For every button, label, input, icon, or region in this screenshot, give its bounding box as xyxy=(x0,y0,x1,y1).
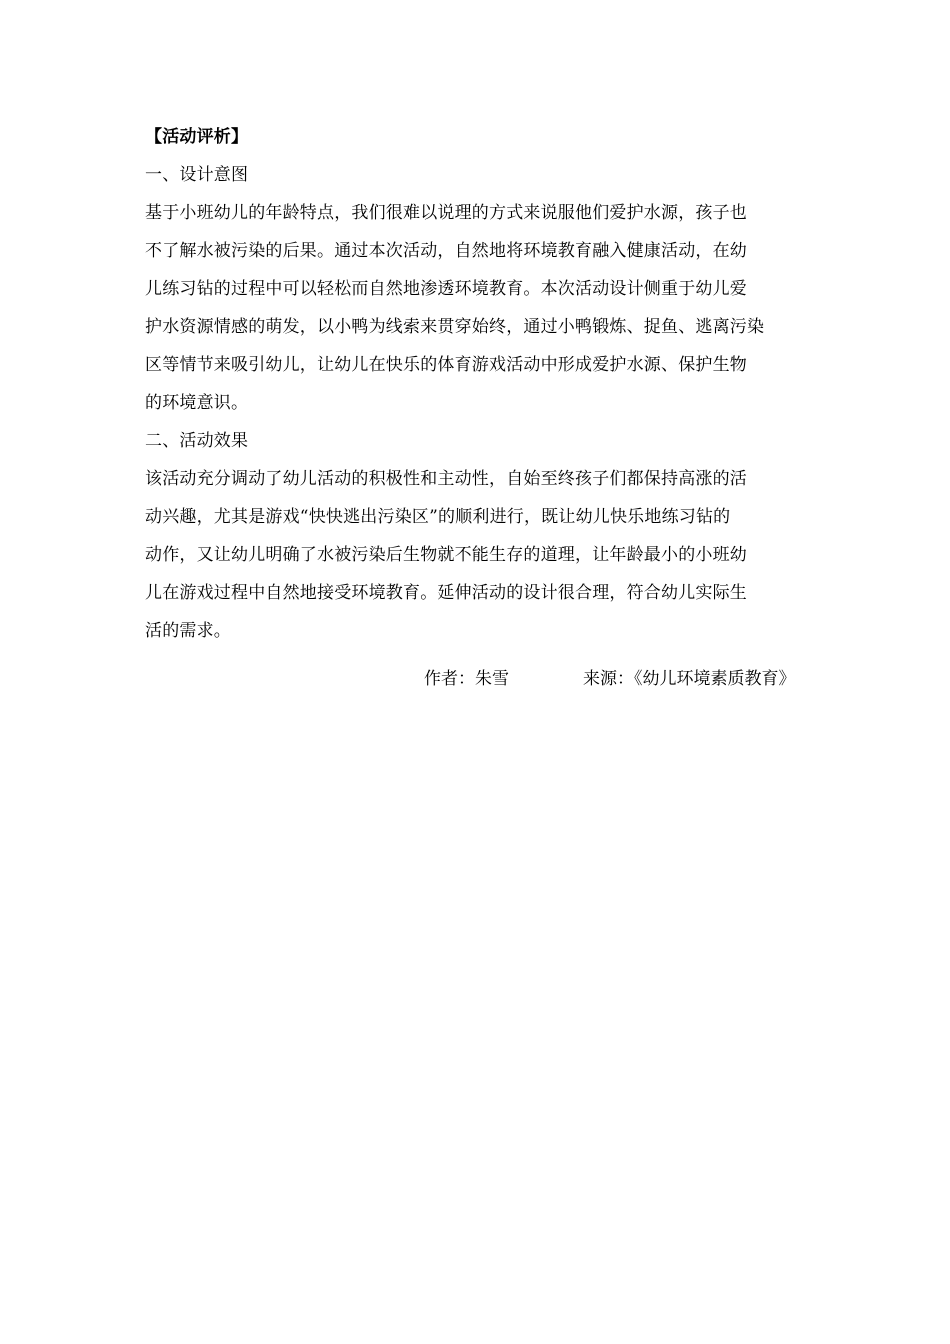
paragraph-line: 的环境意识。 xyxy=(145,393,249,413)
document-body xyxy=(145,118,810,650)
section-heading: 【活动评析】 xyxy=(145,127,249,147)
byline xyxy=(0,660,950,698)
paragraph-line: 动兴趣，尤其是游戏“快快逃出污染区”的顺利进行，既让幼儿快乐地练习钻的 xyxy=(145,507,731,527)
paragraph-line: 活的需求。 xyxy=(145,621,231,641)
paragraph-line: 该活动充分调动了幼儿活动的积极性和主动性，自始至终孩子们都保持高涨的活 xyxy=(145,469,747,489)
paragraph-line: 儿练习钻的过程中可以轻松而自然地渗透环境教育。本次活动设计侧重于幼儿爱 xyxy=(145,279,747,299)
paragraph-line: 护水资源情感的萌发，以小鸭为线索来贯穿始终，通过小鸭锻炼、捉鱼、逃离污染 xyxy=(145,317,765,337)
subsection-title-design-intent: 一、设计意图 xyxy=(145,165,249,185)
paragraph-line: 区等情节来吸引幼儿，让幼儿在快乐的体育游戏活动中形成爱护水源、保护生物 xyxy=(145,355,747,375)
paragraph-line: 不了解水被污染的后果。通过本次活动，自然地将环境教育融入健康活动，在幼 xyxy=(145,241,747,261)
paragraph-line: 基于小班幼儿的年龄特点，我们很难以说理的方式来说服他们爱护水源，孩子也 xyxy=(145,203,747,223)
paragraph-line: 动作，又让幼儿明确了水被污染后生物就不能生存的道理，让年龄最小的小班幼 xyxy=(145,545,747,565)
paragraph-line: 儿在游戏过程中自然地接受环境教育。延伸活动的设计很合理，符合幼儿实际生 xyxy=(145,583,747,603)
author-credit: 作者：朱雪 xyxy=(424,669,509,689)
source-credit: 来源：《幼儿环境素质教育》 xyxy=(583,669,796,689)
paragraph-design-intent xyxy=(145,194,810,422)
paragraph-activity-effect xyxy=(145,460,810,650)
subsection-title-activity-effect: 二、活动效果 xyxy=(145,431,249,451)
